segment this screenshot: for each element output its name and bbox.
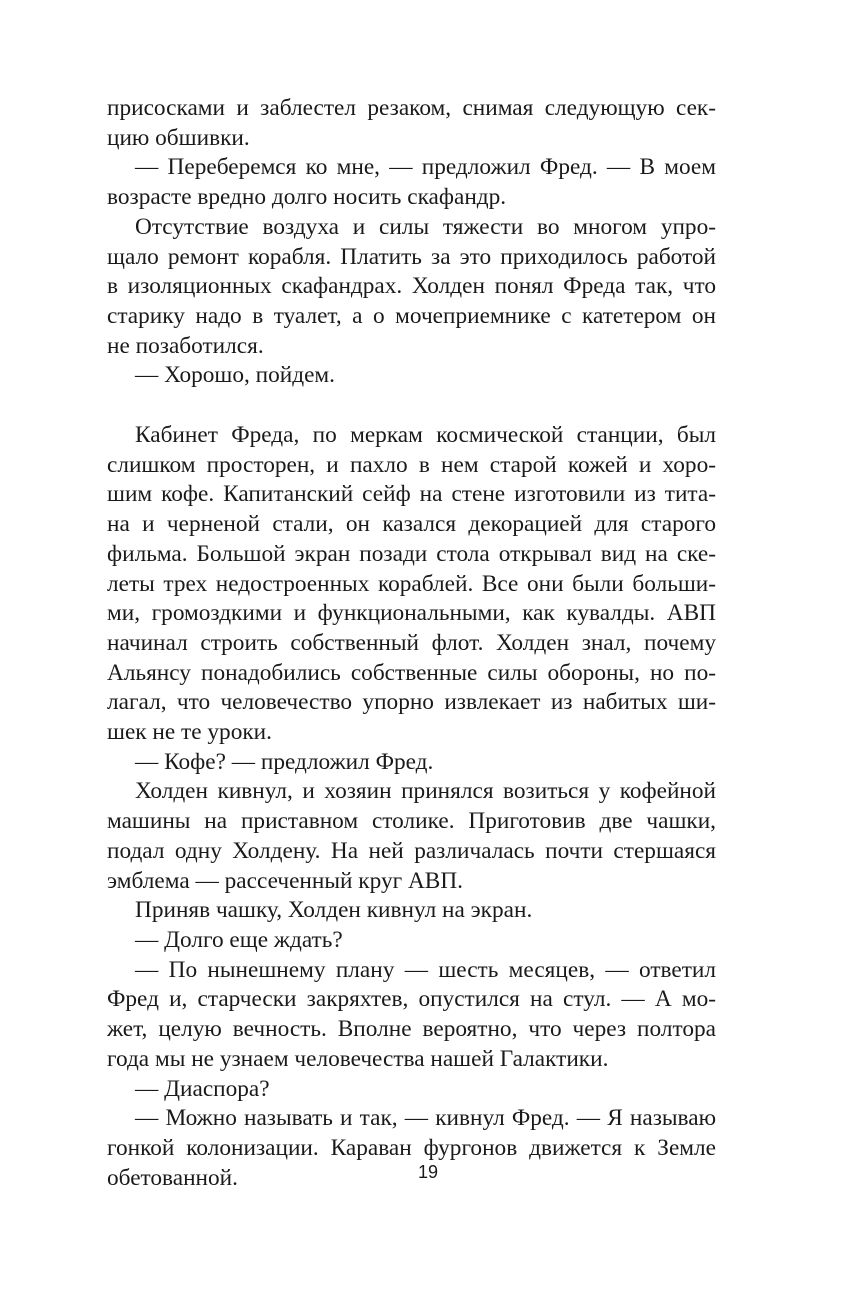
text-line: начинал строить собственный флот. Холден знал, почему	[107, 629, 716, 656]
text-line: подал одну Холдену. На ней различалась почти стершаяся	[107, 837, 716, 864]
text-line: лагал, что человечество упорно извлекает из набитых ши-	[107, 689, 716, 716]
text-line: обетованной.	[107, 1164, 238, 1191]
text-line: щало ремонт корабля. Платить за это приходилось работой	[107, 243, 716, 270]
text-line: Фред и, старчески закряхтев, опустился на стул. — А мо-	[107, 986, 716, 1013]
section-break	[107, 391, 716, 421]
text-line: ми, громоздкими и функциональными, как кувалды. АВП	[107, 600, 716, 627]
text-line: старику надо в туалет, а о мочеприемнике с катетером он	[107, 302, 716, 329]
text-line: Отсутствие воздуха и силы тяжести во многом упро-	[135, 213, 716, 240]
text-line: — Можно называть и так, — кивнул Фред. — Я называю	[135, 1105, 716, 1132]
text-line: слишком просторен, и пахло в нем старой кожей и хоро-	[107, 451, 716, 478]
text-line: шек не те уроки.	[107, 719, 272, 746]
page-number: 19	[417, 1162, 439, 1182]
text-line: на и черненой стали, он казался декорацией для старого	[107, 511, 716, 538]
text-line: — Долго еще ждать?	[135, 926, 343, 953]
text-line: эмблема — рассеченный круг АВП.	[107, 867, 463, 894]
text-line: машины на приставном столике. Приготовив две чашки,	[107, 808, 716, 835]
text-line: в изоляционных скафандрах. Холден понял Фреда так, что	[107, 273, 716, 300]
text-line: шим кофе. Капитанский сейф на стене изготовили из тита-	[107, 481, 716, 508]
text-line: — Переберемся ко мне, — предложил Фред. — В моем	[135, 154, 716, 181]
text-line: гонкой колонизации. Караван фургонов движется к Земле	[107, 1134, 716, 1161]
text-line: леты трех недостроенных кораблей. Все они были больши-	[107, 570, 716, 597]
text-line: — Диаспора?	[135, 1075, 270, 1102]
text-line: возрасте вредно долго носить скафандр.	[107, 184, 507, 211]
text-line: не позаботился.	[107, 332, 264, 359]
text-line: цию обшивки.	[107, 124, 250, 151]
text-line: Холден кивнул, и хозяин принялся возиться у кофейной	[135, 778, 716, 805]
text-line: Альянсу понадобились собственные силы обороны, но по-	[107, 659, 716, 686]
text-line: Кабинет Фреда, по меркам космической станции, был	[135, 422, 716, 449]
text-line: присосками и заблестел резаком, снимая следующую сек-	[107, 95, 716, 121]
text-line: — Кофе? — предложил Фред.	[135, 748, 434, 775]
text-line: фильма. Большой экран позади стола открывал вид на ске-	[107, 540, 716, 567]
text-line: Приняв чашку, Холден кивнул на экран.	[135, 897, 533, 924]
text-line: жет, целую вечность. Вполне вероятно, что через полтора	[107, 1016, 716, 1043]
text-line: — По нынешнему плану — шесть месяцев, — ответил	[135, 956, 716, 983]
page-body-text	[107, 94, 716, 1193]
text-line: года мы не узнаем человечества нашей Галактики.	[107, 1045, 609, 1072]
text-line: — Хорошо, пойдем.	[135, 362, 336, 389]
